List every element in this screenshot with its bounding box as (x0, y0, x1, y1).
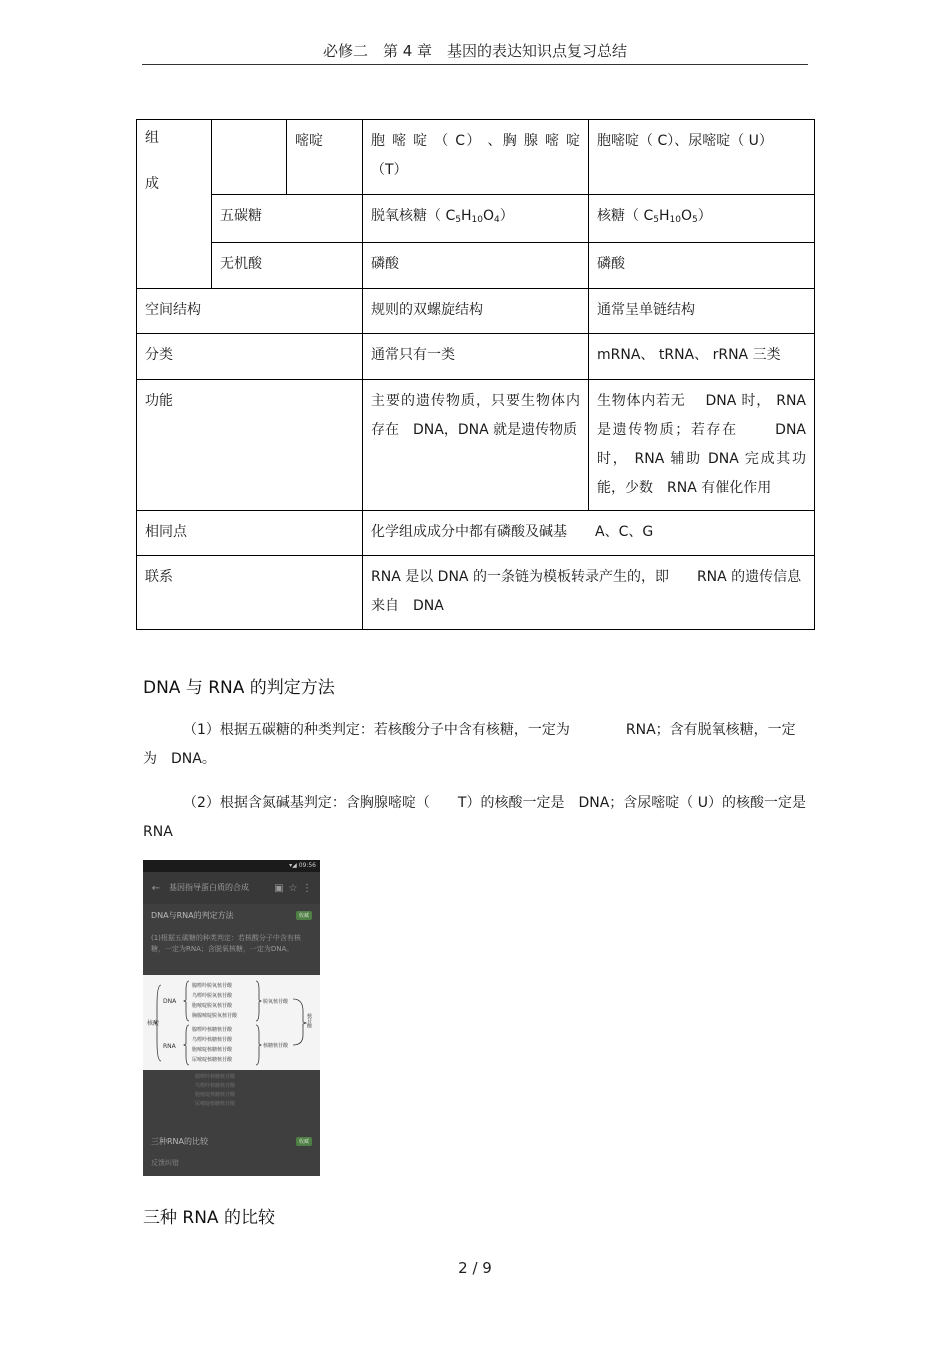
paragraph-1: （1）根据五碳糖的种类判定：若核酸分子中含有核糖，一定为 RNA；含有脱氧核糖，一定为 DNA。 (143, 722, 796, 767)
cell-gongneng-dna: 主要的遗传物质，只要生物体内存在 DNA，DNA 就是遗传物质 (363, 380, 589, 511)
comparison-table (136, 119, 815, 630)
faded-item: 尿嘧啶核糖核苷酸 (195, 1101, 236, 1107)
dna-items-label: 鸟嘌呤脱氧核苷酸 (192, 993, 233, 999)
back-arrow-icon: ← (151, 882, 161, 894)
embedded-app-screenshot (143, 860, 320, 1176)
cell-fenlei: 分类 (137, 334, 363, 380)
diagram-rna: RNA (163, 1043, 176, 1050)
cell-wuji-rna: 磷酸 (589, 243, 815, 289)
cell-zucheng: 组 成 (137, 120, 212, 289)
cell-wutan-dna: 脱氧核糖（ $C_5H_{10}O_4$） (363, 195, 589, 243)
cell-gongneng-rna: 生物体内若无 DNA 时， RNA 是遗传物质；若存在 DNA 时， RNA 辅助 DNA 完成其功能，少数 RNA 有催化作用 (589, 380, 815, 511)
cell-fenlei-rna: mRNA、 tRNA、 rRNA 三类 (589, 334, 815, 380)
cell-lianxi: 联系 (137, 556, 363, 630)
nucleotide-diagram (143, 975, 320, 1070)
cell-fenlei-dna: 通常只有一类 (363, 334, 589, 380)
cell-xiangtong: 相同点 (137, 511, 363, 556)
section-title-judge: DNA 与 RNA 的判定方法 (143, 678, 335, 698)
faded-item: 腺嘌呤核糖核苷酸 (195, 1074, 236, 1080)
cell-kongjian: 空间结构 (137, 289, 363, 334)
diagram-right: 核苷酸 (306, 1013, 312, 1028)
cell-kongjian-dna: 规则的双螺旋结构 (363, 289, 589, 334)
note-icon: ▣ (274, 882, 284, 894)
faded-item: 鸟嘌呤核糖核苷酸 (195, 1083, 236, 1089)
cell-midi: 嘧啶 (287, 120, 363, 195)
dna-items-label: 腺嘌呤脱氧核苷酸 (192, 983, 233, 989)
diagram-root: 核酸 (147, 1020, 160, 1027)
cell-blank (212, 120, 287, 195)
app-title: 基因指导蛋白质的合成 (169, 883, 249, 892)
bookmark-tag: 收藏 (296, 911, 312, 920)
shot-section-1: DNA与RNA的判定方法 收藏 (143, 906, 320, 924)
star-icon: ☆ (288, 882, 298, 894)
cell-wutan: 五碳糖 (212, 195, 363, 243)
page-header: 必修二 第 4 章 基因的表达知识点复习总结 (322, 42, 628, 60)
header-divider (142, 64, 808, 65)
cell-kongjian-rna: 通常呈单链结构 (589, 289, 815, 334)
status-bar: ▾◢ 09:56 (143, 860, 320, 872)
rna-items-label: 胞嘧啶核糖核苷酸 (192, 1047, 233, 1053)
cell-gongneng: 功能 (137, 380, 363, 511)
dna-items-label: 胸腺嘧啶脱氧核苷酸 (192, 1013, 238, 1019)
shot-footer: 反馈纠错 (151, 1159, 179, 1167)
dna-items-label: 胞嘧啶脱氧核苷酸 (192, 1003, 233, 1009)
diagram-rna-group: 核糖核苷酸 (263, 1043, 289, 1049)
faded-item: 胞嘧啶核糖核苷酸 (195, 1092, 236, 1098)
shot-section-2: 三种RNA的比较 收藏 (143, 1132, 320, 1150)
cell-midi-rna: 胞嘧啶（ C）、尿嘧啶（ U） (589, 120, 815, 195)
diagram-dna-group: 脱氧核苷酸 (263, 999, 289, 1005)
cell-wutan-rna: 核糖（ $C_5H_{10}O_5$） (589, 195, 815, 243)
paragraph-2: （2）根据含氮碱基判定：含胸腺嘧啶（ T）的核酸一定是 DNA；含尿嘧啶（ U）的核酸一定是 RNA (143, 795, 820, 840)
diagram-faded-copy (173, 1073, 293, 1109)
diagram-dna: DNA (163, 998, 177, 1005)
bookmark-tag-2: 收藏 (296, 1137, 312, 1146)
rna-items-label: 尿嘧啶核糖核苷酸 (192, 1057, 233, 1063)
cell-wuji: 无机酸 (212, 243, 363, 289)
cell-xiangtong-val: 化学组成成分中都有磷酸及碱基 A、C、G (363, 511, 815, 556)
app-bar (143, 872, 320, 904)
shot-text: (1)根据五碳糖的种类判定：若核酸分子中含有核糖，一定为RNA；含脱氧核糖，一定为DNA。 (151, 934, 301, 953)
cell-midi-dna: 胞 嘧 啶 （ C） 、胸 腺 嘧 啶 （T） (363, 120, 589, 195)
signal-icon: ▾◢ (289, 862, 299, 869)
section-title-compare: 三种 RNA 的比较 (143, 1208, 275, 1228)
rna-items-label: 鸟嘌呤核糖核苷酸 (192, 1037, 233, 1043)
cell-wuji-dna: 磷酸 (363, 243, 589, 289)
cell-lianxi-val: RNA 是以 DNA 的一条链为模板转录产生的，即 RNA 的遗传信息来自 DNA (363, 556, 815, 630)
page-number: 2 / 9 (458, 1259, 492, 1277)
more-icon: ⋮ (302, 882, 312, 894)
rna-items-label: 腺嘌呤核糖核苷酸 (192, 1027, 233, 1033)
